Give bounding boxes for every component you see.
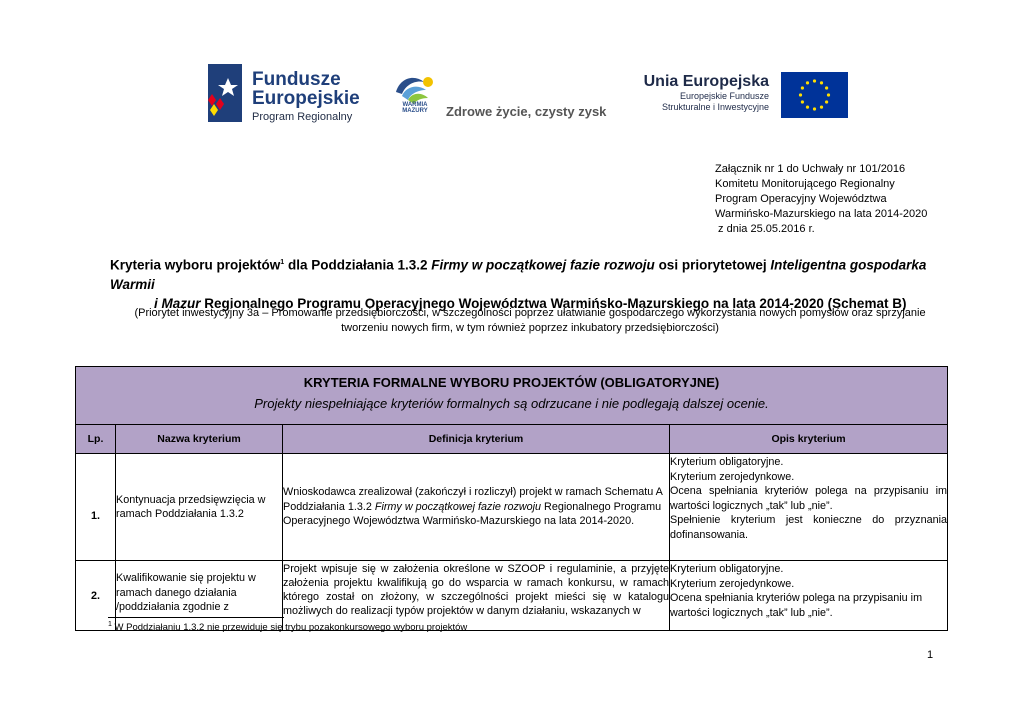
ue-line1: Unia Europejska [643, 73, 769, 90]
title-part: Kryteria wyboru projektów [110, 257, 281, 273]
ue-line3: Strukturalne i Inwestycyjne [661, 101, 769, 112]
table-row [76, 561, 948, 631]
footnote-number: 1 [108, 621, 112, 628]
col-header-description: Opis kryterium [670, 425, 948, 454]
page-number: 1 [927, 649, 934, 661]
table-heading-subtitle: Projekty niespełniające kryteriów formalnych są odrzucane i nie podlegają dalszej ocenie. [254, 396, 769, 411]
investment-priority-note [120, 306, 940, 336]
criterion-definition: Projekt wpisuje się w założenia określone w SZOOP i regulaminie, a przyjęte założenia projektu kwalifikują go do wsparcia w ramach konkursu, w ramach którego został on złożony, w szczególności projekt mieści się w katalogu możliwych do realizacji typów projektów w danym działaniu, wskazanych w [283, 561, 670, 631]
table-heading-title: KRYTERIA FORMALNE WYBORU PROJEKTÓW (OBLIGATORYJNE) [303, 375, 720, 390]
title-part: dla Poddziałania 1.3.2 [284, 257, 432, 273]
warmia-mazury-caption [390, 102, 440, 114]
eu-flag-icon [781, 72, 848, 118]
criterion-description: Kryterium obligatoryjne. Kryterium zerojedynkowe. Ocena spełniania kryteriów polega na przypisaniu im wartości logicznych „tak” lub „nie”. Spełnienie kryterium jest konieczne do przyznania dofinansowania. [670, 454, 948, 561]
fe-line1: Fundusze [252, 69, 341, 90]
wm-caption1: WARMIA [402, 102, 428, 108]
row-number: 1. [76, 454, 116, 561]
col-header-name: Nazwa kryterium [116, 425, 283, 454]
priority-line: tworzeniu nowych firm, w tym również poprzez inkubatory przedsiębiorczości) [341, 322, 719, 334]
annex-line: Warmińsko-Mazurskiego na lata 2014-2020 [715, 208, 928, 220]
title-footnote-ref[interactable]: 1 [280, 259, 285, 266]
fundusze-europejskie-wordmark [252, 70, 360, 123]
annex-line: Załącznik nr 1 do Uchwały nr 101/2016 [715, 163, 906, 175]
footnote [108, 621, 467, 633]
footnote-text: W Poddziałaniu 1.3.2 nie przewiduje się trybu pozakonkursowego wyboru projektów [111, 622, 468, 634]
title-axis-name-cont: i Mazur [154, 295, 201, 311]
table-heading [76, 367, 948, 425]
title-part: osi priorytetowej [654, 257, 771, 273]
fundusze-europejskie-logo-icon [208, 64, 242, 122]
fe-line3: Program Regionalny [252, 111, 353, 123]
annex-note [715, 162, 927, 237]
unia-europejska-wordmark [641, 72, 769, 113]
col-header-definition: Definicja kryterium [283, 425, 670, 454]
criterion-description: Kryterium obligatoryjne. Kryterium zerojedynkowe. Ocena spełniania kryteriów polega na przypisaniu im wartości logicznych „tak” lub „nie”. [670, 561, 948, 631]
wm-caption2: MAZURY [402, 108, 428, 114]
annex-line: Komitetu Monitorującego Regionalny [715, 178, 895, 190]
fe-line2: Europejskie [252, 88, 360, 109]
row-number: 2. [76, 561, 116, 631]
priority-line: (Priorytet inwestycyjny 3a – Promowanie przedsiębiorczości, w szczególności poprzez ułatwianie gospodarczego wykorzystania nowych pomysłów oraz sprzyjanie [134, 307, 926, 319]
ue-line2: Europejskie Fundusze [679, 91, 769, 102]
criteria-table [75, 366, 948, 634]
annex-line: z dnia 25.05.2016 r. [715, 223, 815, 235]
warmia-mazury-slogan: Zdrowe życie, czysty zysk [446, 104, 607, 119]
footnote-separator [108, 617, 284, 618]
col-header-lp: Lp. [76, 425, 116, 454]
table-row [76, 454, 948, 561]
criterion-definition: Wnioskodawca zrealizował (zakończył i rozliczył) projekt w ramach Schematu A Poddziałania 1.3.2 Firmy w początkowej fazie rozwoju Regionalnego Programu Operacyjnego Województwa Warmińsko-Mazurskiego na lata 2014-2020. [283, 454, 670, 561]
document-title [110, 253, 950, 313]
title-axis-name: Inteligentna gospodarka Warmii [110, 257, 927, 292]
table-column-headers [76, 425, 948, 454]
title-part: Regionalnego Programu Operacyjnego Województwa Warmińsko-Mazurskiego na lata 2014-2020 (Schemat B) [200, 295, 907, 311]
title-measure-name: Firmy w początkowej fazie rozwoju [431, 257, 655, 273]
criterion-name: Kontynuacja przedsięwzięcia w ramach Poddziałania 1.3.2 [116, 454, 283, 561]
criterion-name: Kwalifikowanie się projektu w ramach danego działania /poddziałania zgodnie z [116, 561, 283, 631]
annex-line: Program Operacyjny Województwa [715, 193, 887, 205]
